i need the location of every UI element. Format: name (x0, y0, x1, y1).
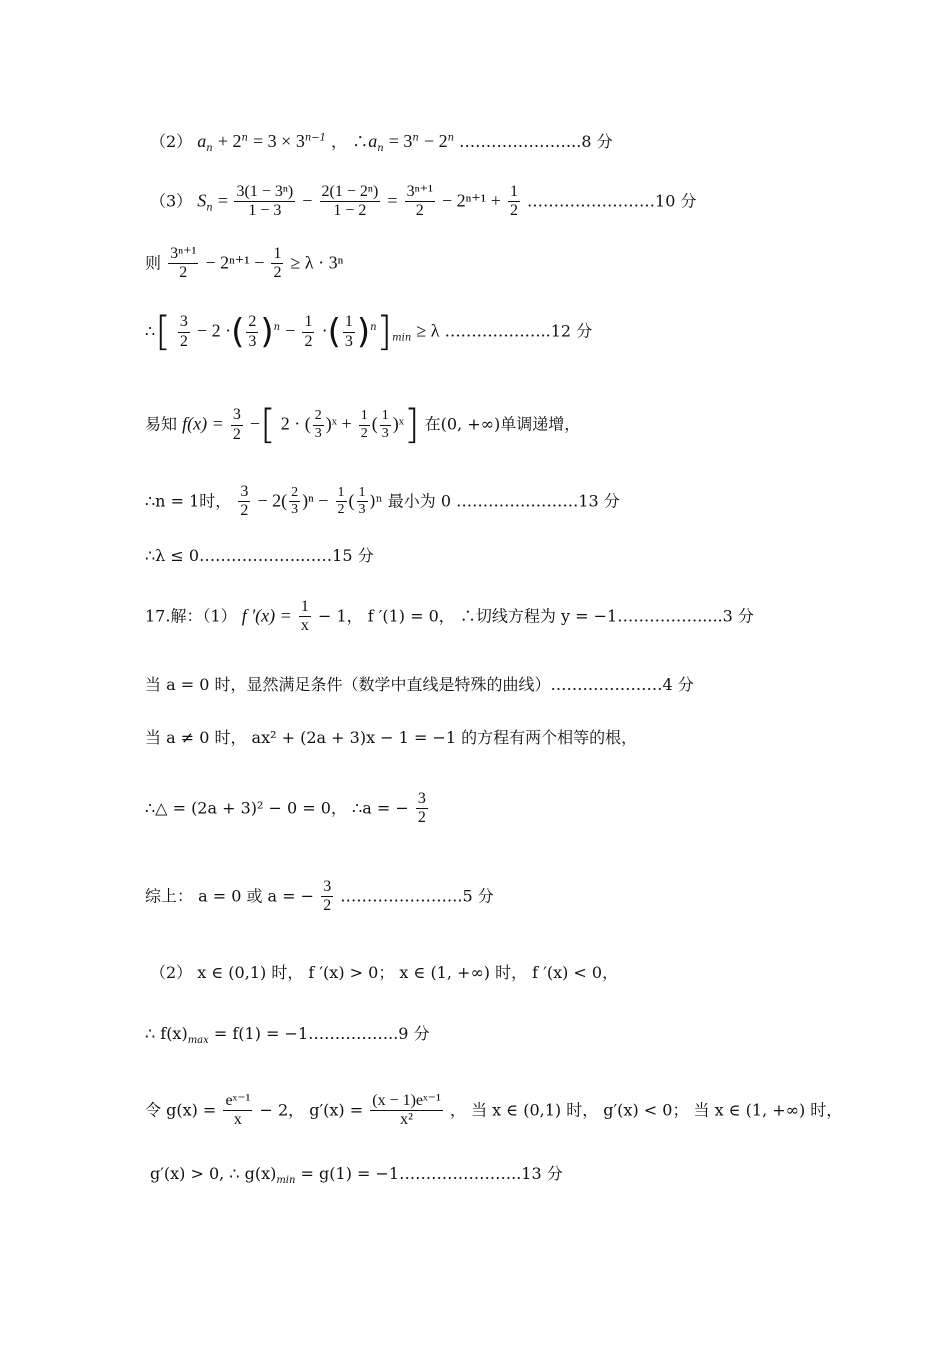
line-gmin: g′(x) > 0, ∴ $g(x)_{min} = g(1)$ = −1…………………..13 分 (150, 1164, 563, 1187)
fraction: $\frac{3}{2}$ (240, 483, 249, 520)
fraction: $\frac{2}{3}$ (291, 485, 299, 518)
fraction: $\frac{1}{x}$ (300, 598, 309, 635)
line-lambda-conclusion: ∴λ ≤ 0……………….……15 分 (145, 546, 374, 565)
fraction: $\frac{1}{2}$ (304, 313, 313, 350)
fraction: $\frac{1}{3}$ (344, 313, 353, 350)
fraction: $\frac{2}{3}$ (248, 313, 257, 350)
line-min-bound: ∴[ $\frac{3}{2}$ − 2 ·( $\frac{2}{3}$ )$^n$ − $\frac{1}{2}$ ·( $\frac{1}{3}$ )$^n]_{min} \ge \lambda$ ………………..12 分 (145, 309, 593, 355)
line-fmax: ∴ $f(x)_{max} = f(1)$ = −1……………..9 分 (145, 1024, 430, 1047)
line-n-equals-1: ∴n = 1时， $\frac{3}{2}$ − 2( $\frac{2}{3}$ )ⁿ − $\frac{1}{2}$ ( $\frac{1}{3}$ )ⁿ 最小为 0 …………..………13 分 (145, 483, 620, 520)
line-discriminant: ∴△ = (2a + 3)² − 0 = 0， ∴a = − $\frac{3}{2}$ (145, 790, 426, 827)
fraction: $\frac{3}{2}$ (232, 406, 241, 443)
fraction: $\frac{1}{2}$ (337, 485, 345, 518)
line-a-nonzero: 当 a ≠ 0 时， ax² + (2a + 3)x − 1 = −1 的方程有两个相等的根， (145, 728, 638, 747)
fraction: $\frac{\text{(x − 1)eˣ⁻¹}}{\text{x²}}$ (372, 1092, 441, 1129)
fraction: $\frac{1}{2}$ (273, 245, 282, 282)
line-g-definition: 令 g(x) = $\frac{\text{eˣ⁻¹}}{x}$ − 2， g′(x) = $\frac{\text{(x − 1)eˣ⁻¹}}{\text{x²}}$ ， 当 x ∈ (0,1) 时， g′(x) < 0； 当 x ∈ (1, +∞) 时， (145, 1092, 843, 1129)
fraction: $\frac{\text{3(1 − 3ⁿ)}}{1 - 3}$ (236, 183, 294, 220)
line-a-zero: 当 a = 0 时，显然满足条件（数学中直线是特殊的曲线）…………………4 分 (145, 675, 694, 694)
fraction: $\frac{\text{3ⁿ⁺¹}}{2}$ (406, 183, 433, 220)
line-inequality: 则 $\frac{\text{3ⁿ⁺¹}}{2}$ − 2ⁿ⁺¹ − $\frac{1}{2}$ ≥ λ · 3ⁿ (145, 245, 344, 282)
fraction: $\frac{\text{eˣ⁻¹}}{x}$ (225, 1092, 251, 1129)
fraction: $\frac{3}{2}$ (417, 790, 426, 827)
line-part2-an: （2） $a_n + 2^n = 3 \times 3^{n-1}$ ， $\therefore a_n = 3^n - 2^n$ …………………..8 分 (150, 131, 613, 155)
fraction: $\frac{\text{3ⁿ⁺¹}}{2}$ (170, 245, 197, 282)
fraction: $\frac{2}{3}$ (314, 408, 322, 441)
line-summary: 综上： a = 0 或 a = − $\frac{3}{2}$ …………………..5 分 (145, 878, 494, 915)
fraction: $\frac{1}{3}$ (358, 485, 366, 518)
fraction: $\frac{1}{2}$ (360, 408, 368, 441)
fraction: $\frac{\text{2(1 − 2ⁿ)}}{1 - 2}$ (321, 183, 379, 220)
fraction: $\frac{1}{2}$ (509, 183, 518, 220)
fraction: $\frac{1}{3}$ (381, 408, 389, 441)
line-problem17-part1: 17.解：（1） f ′(x) = $\frac{1}{x}$ − 1， f ′(1) = 0， ∴切线方程为 y = −1…………….....3 分 (145, 598, 754, 635)
line-monotonic: 易知 f(x) = $\frac{3}{2}$ −[ 2 · ( $\frac{2}{3}$ )ˣ + $\frac{1}{2}$ ( $\frac{1}{3}$ )ˣ] 在(0, +∞)单调递增， (145, 402, 581, 448)
fraction: $\frac{3}{2}$ (323, 878, 332, 915)
line-part3-sn: （3） $S_n$ = $\frac{\text{3(1 − 3ⁿ)}}{1 - 3}$ − $\frac{\text{2(1 − 2ⁿ)}}{1 - 2}$ = $\frac{\text{3ⁿ⁺¹}}{2}$ − 2ⁿ⁺¹ + $\frac{1}{2}$ ……………………10 分 (150, 183, 697, 220)
line-part2-sign: （2） x ∈ (0,1) 时， f ′(x) > 0； x ∈ (1, +∞) 时， f ′(x) < 0， (150, 963, 619, 982)
fraction: $\frac{3}{2}$ (179, 313, 188, 350)
